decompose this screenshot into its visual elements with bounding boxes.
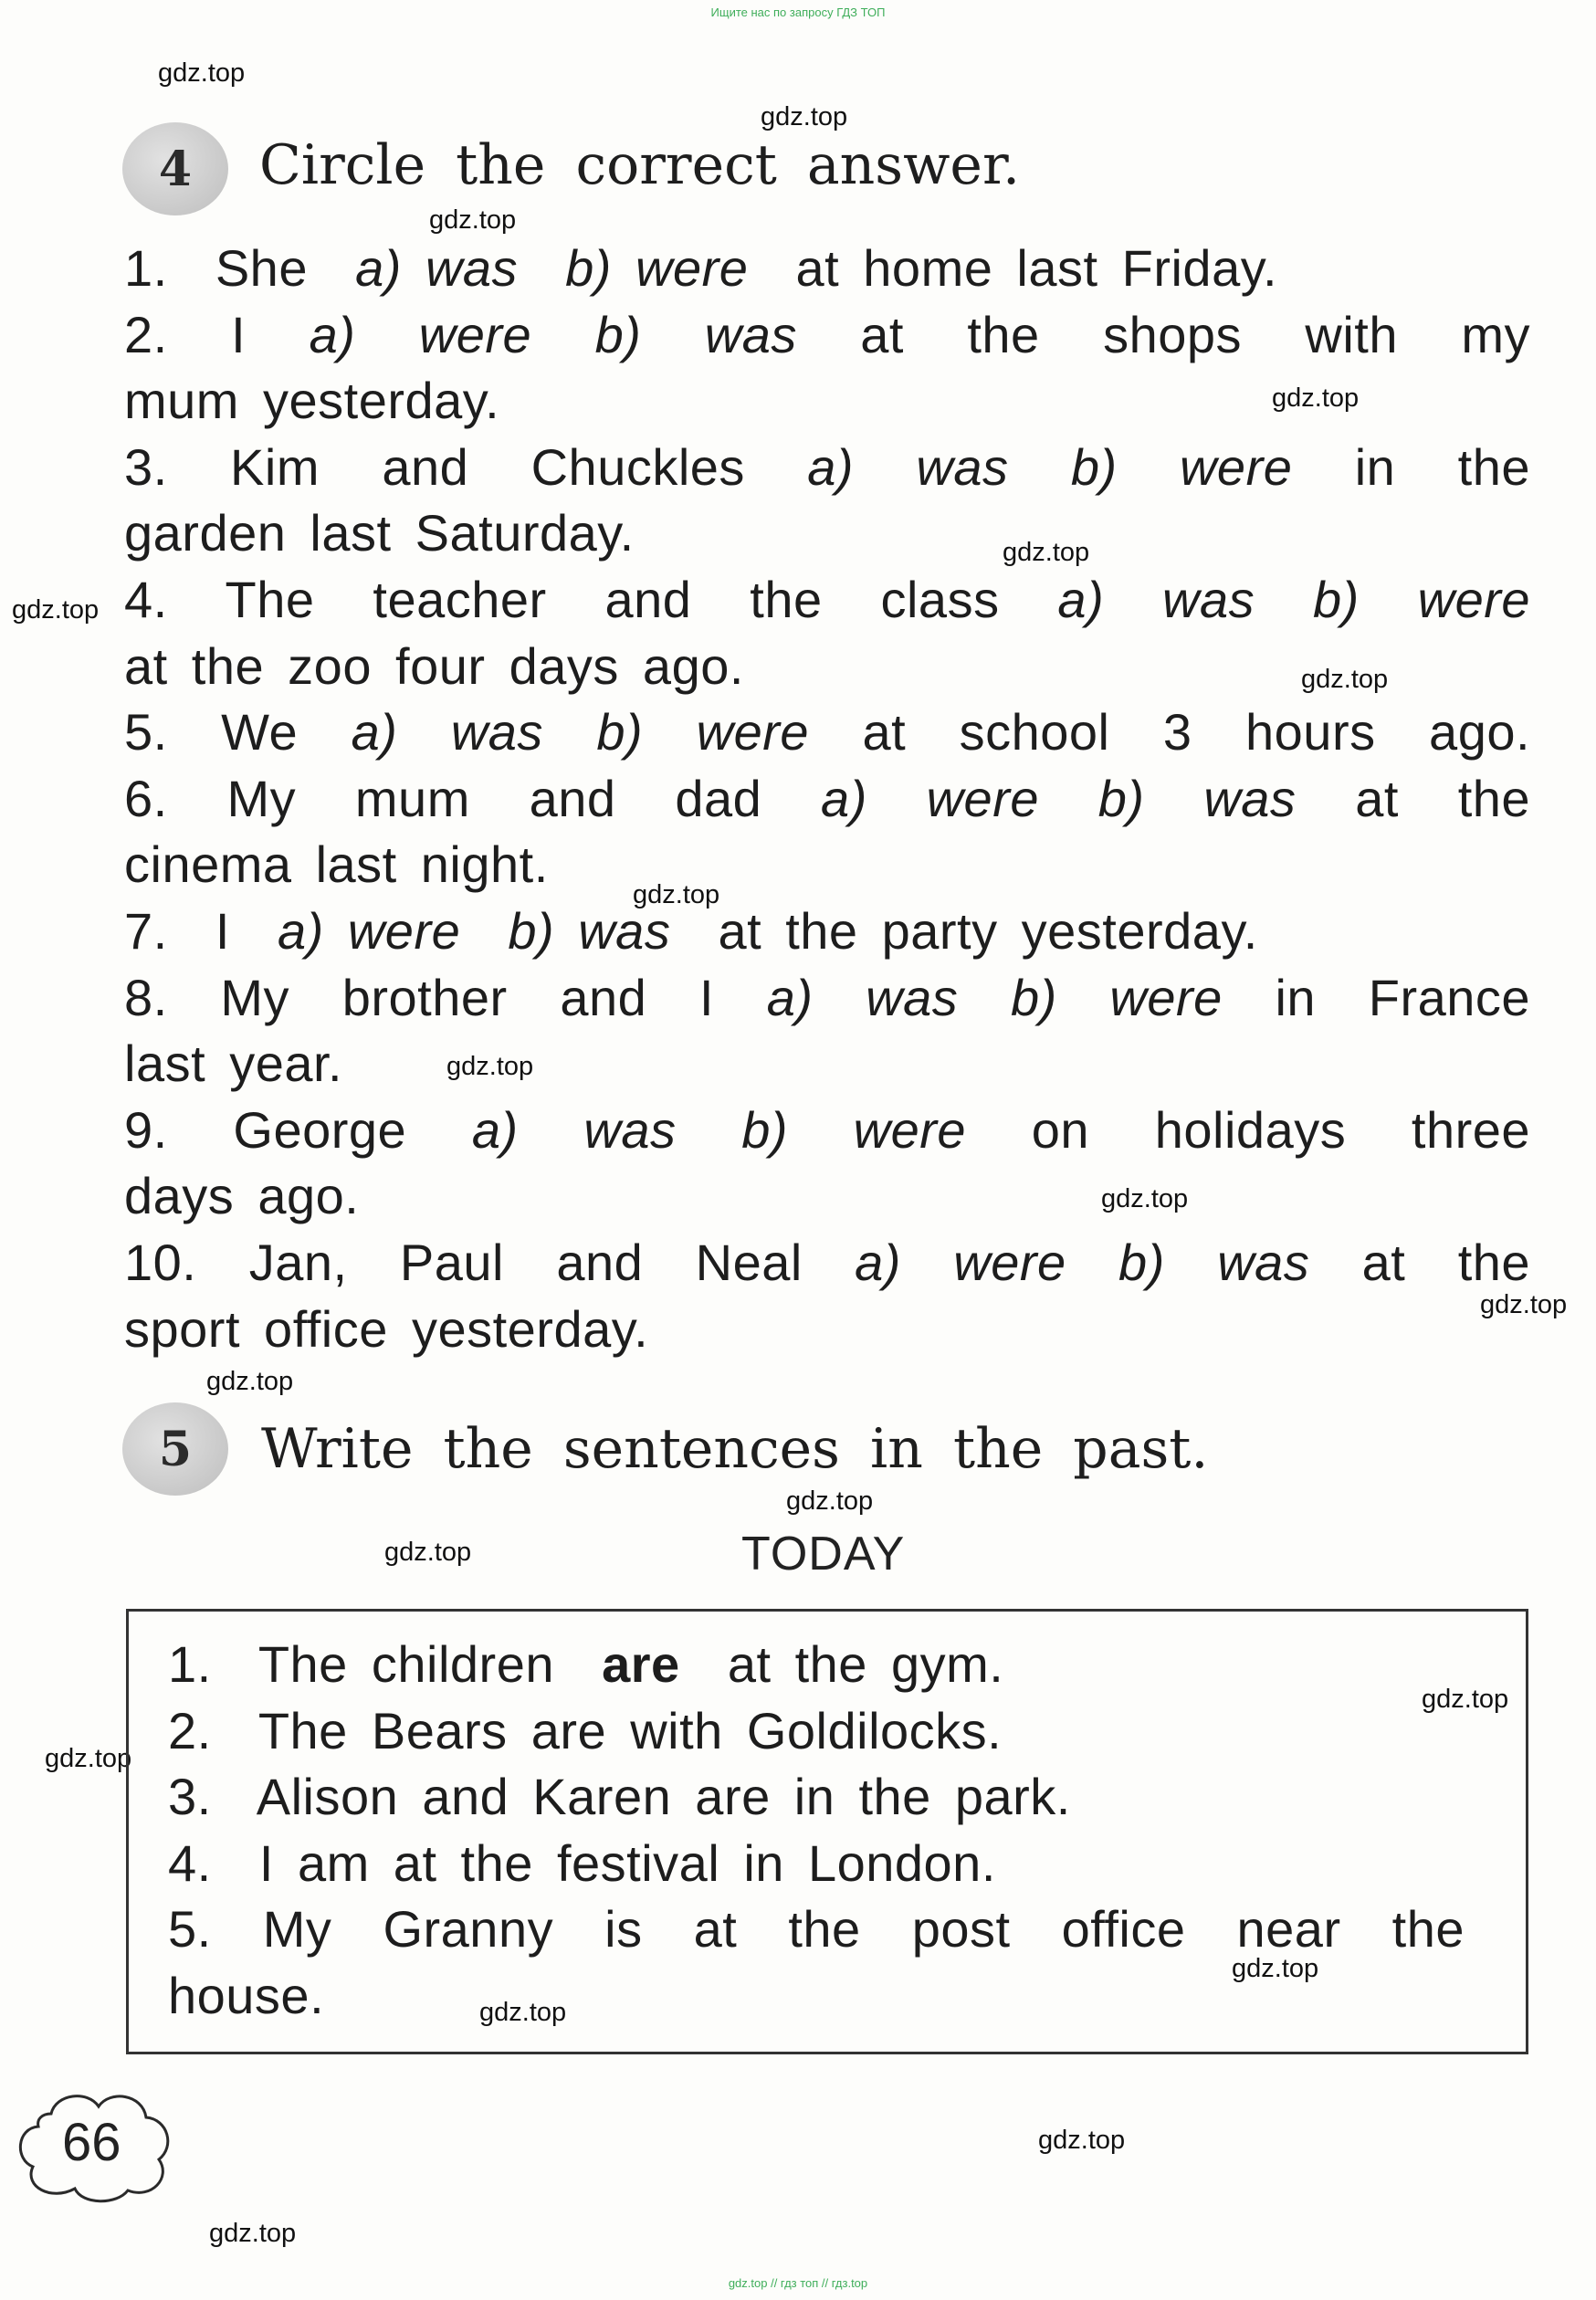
- watermark: gdz.top: [786, 1486, 874, 1516]
- list-item: 3. Alison and Karen are in the park.: [168, 1768, 1071, 1826]
- watermark: gdz.top: [429, 205, 517, 235]
- list-item: 1. The children are at the gym.: [168, 1635, 1004, 1693]
- list-item: 5. My Granny is at the post office near the: [168, 1900, 1465, 1959]
- list-item-continuation: days ago.: [124, 1167, 360, 1225]
- list-item: 5. We a) was b) were at school 3 hours ago.: [124, 703, 1531, 761]
- option-b[interactable]: b) was: [1097, 769, 1297, 827]
- option-a[interactable]: a) was: [807, 437, 1009, 496]
- option-a[interactable]: a) was: [1057, 570, 1255, 628]
- watermark: gdz.top: [446, 1052, 534, 1081]
- list-item: 8. My brother and I a) was b) were in France: [124, 968, 1531, 1026]
- watermark: gdz.top: [45, 1744, 132, 1773]
- option-b[interactable]: b) were: [1313, 570, 1531, 628]
- option-a[interactable]: a) were: [855, 1233, 1066, 1291]
- list-item-continuation: last year.: [124, 1034, 343, 1093]
- option-b[interactable]: b) was: [1118, 1233, 1310, 1291]
- watermark: gdz.top: [633, 880, 720, 909]
- exercise-4-list: [124, 236, 1530, 1362]
- option-b[interactable]: b) was: [508, 901, 671, 960]
- exercise-5-list: [168, 1632, 1465, 2030]
- watermark: gdz.top: [158, 58, 246, 88]
- watermark: gdz.top: [479, 1998, 567, 2027]
- option-b[interactable]: b) were: [1010, 968, 1223, 1026]
- option-a[interactable]: a) were: [309, 305, 532, 363]
- watermark: gdz.top: [1101, 1184, 1189, 1213]
- watermark: gdz.top: [1232, 1954, 1319, 1983]
- list-item: 7. I a) were b) was at the party yesterday.: [124, 901, 1258, 960]
- list-item-continuation: cinema last night.: [124, 835, 549, 894]
- list-item: 1. She a) was b) were at home last Friday.: [124, 239, 1278, 297]
- watermark: gdz.top: [206, 1367, 294, 1396]
- list-item: 6. My mum and dad a) were b) was at the: [124, 769, 1531, 827]
- exercise-4-number-badge: 4: [122, 122, 228, 215]
- list-item: 10. Jan, Paul and Neal a) were b) was at the: [124, 1233, 1531, 1291]
- option-a[interactable]: a) was: [355, 239, 519, 297]
- exercise-5-number-badge: 5: [122, 1402, 228, 1496]
- option-b[interactable]: b) was: [594, 305, 797, 363]
- list-item: 2. I a) were b) was at the shops with my: [124, 305, 1531, 363]
- list-item: 4. I am at the festival in London.: [168, 1833, 996, 1892]
- watermark: gdz.top: [1480, 1290, 1568, 1319]
- top-banner-text: Ищите нас по запросу ГДЗ ТОП: [710, 5, 886, 19]
- watermark: gdz.top: [1003, 538, 1090, 567]
- option-a[interactable]: a) was: [351, 703, 543, 761]
- watermark: gdz.top: [761, 102, 848, 131]
- option-a[interactable]: a) was: [471, 1100, 677, 1159]
- option-b[interactable]: b) were: [1070, 437, 1293, 496]
- list-item: 4. The teacher and the class a) was b) were: [124, 570, 1531, 628]
- option-b[interactable]: b) were: [596, 703, 810, 761]
- option-a[interactable]: a) were: [821, 769, 1039, 827]
- bottom-banner-text: gdz.top // гдз топ // гдз.top: [728, 2276, 868, 2290]
- watermark: gdz.top: [1038, 2126, 1126, 2155]
- highlighted-verb: are: [602, 1635, 680, 1693]
- watermark: gdz.top: [209, 2219, 297, 2248]
- watermark: gdz.top: [1272, 383, 1360, 413]
- list-item: 3. Kim and Chuckles a) was b) were in the: [124, 437, 1530, 496]
- list-item-continuation: sport office yesterday.: [124, 1299, 649, 1358]
- option-a[interactable]: a) was: [766, 968, 959, 1026]
- option-b[interactable]: b) were: [741, 1100, 967, 1159]
- list-item-continuation: mum yesterday.: [124, 372, 500, 430]
- today-subheading: TODAY: [741, 1528, 906, 1581]
- page-number: 66: [62, 2113, 121, 2172]
- list-item-continuation: house.: [168, 1966, 325, 2024]
- exercise-5-heading: Write the sentences in the past.: [261, 1417, 1209, 1481]
- option-b[interactable]: b) were: [565, 239, 749, 297]
- list-item-continuation: at the zoo four days ago.: [124, 636, 744, 695]
- watermark: gdz.top: [1422, 1685, 1509, 1714]
- exercise-4-heading: Circle the correct answer.: [259, 133, 1021, 197]
- watermark: gdz.top: [1301, 665, 1389, 694]
- list-item: 9. George a) was b) were on holidays three: [124, 1100, 1531, 1159]
- watermark: gdz.top: [12, 595, 100, 625]
- list-item: 2. The Bears are with Goldilocks.: [168, 1701, 1003, 1759]
- list-item-continuation: garden last Saturday.: [124, 504, 635, 562]
- watermark: gdz.top: [384, 1538, 472, 1567]
- option-a[interactable]: a) were: [278, 901, 461, 960]
